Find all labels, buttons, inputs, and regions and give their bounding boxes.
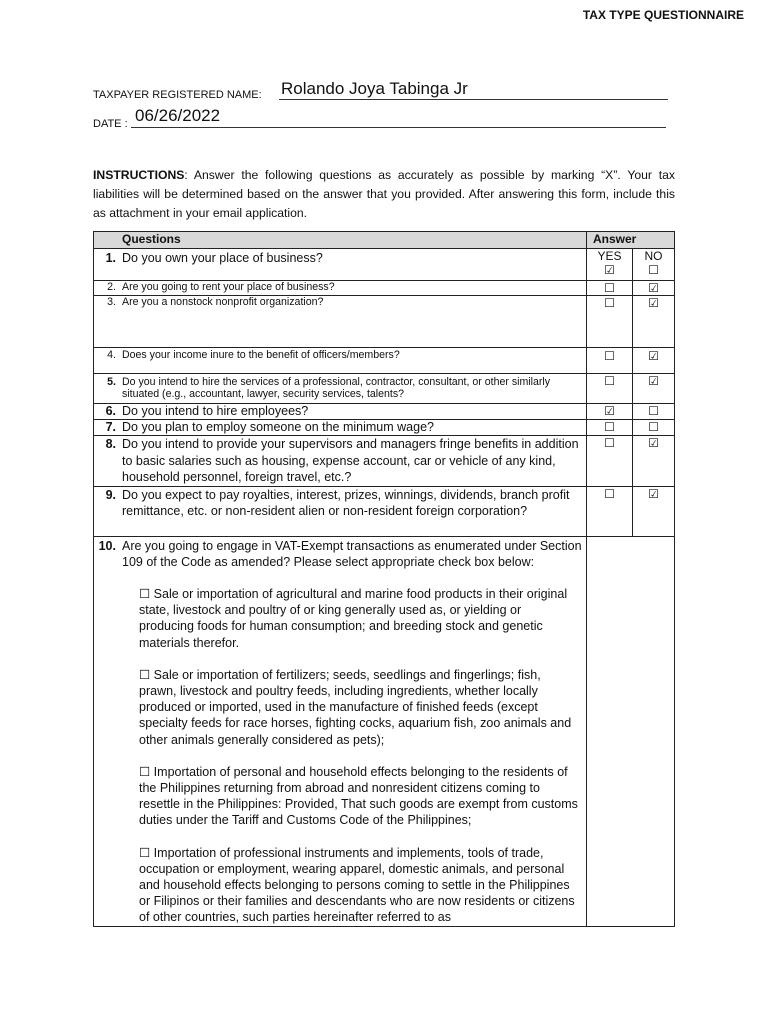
questions-header: Questions xyxy=(94,232,587,249)
question-text: Are you going to engage in VAT-Exempt transactions as enumerated under Section 109 of the Code as amended? Please select appropriate check box below: xyxy=(122,538,582,569)
question-cell xyxy=(94,249,587,281)
vat-exempt-option[interactable]: ☐ Sale or importation of agricultural and marine food products in their original state, livestock and poultry of or king generally used as, or yielding or producing foods for human consumption; and breeding stock and genetic materials therefor. xyxy=(139,586,568,650)
question-cell xyxy=(94,281,587,296)
no-checkbox[interactable]: ☐ xyxy=(648,263,659,277)
table-row xyxy=(94,281,675,296)
yes-checkbox[interactable]: ☐ xyxy=(587,420,633,436)
no-checkbox[interactable]: ☐ xyxy=(633,420,675,436)
no-checkbox[interactable]: ☑ xyxy=(633,348,675,374)
question-cell xyxy=(94,536,587,926)
table-row xyxy=(94,404,675,420)
question-text: Do you plan to employ someone on the minimum wage? xyxy=(122,420,434,434)
question-number: 7. xyxy=(105,420,116,434)
question-number: 5. xyxy=(107,376,116,388)
taxpayer-name-line xyxy=(279,99,668,100)
yes-checkbox[interactable]: ☐ xyxy=(587,436,633,487)
questionnaire-table xyxy=(93,231,675,927)
date-label: DATE : xyxy=(93,118,128,130)
yes-checkbox[interactable]: ☐ xyxy=(587,296,633,348)
yes-cell xyxy=(587,249,633,281)
yes-checkbox[interactable]: ☑ xyxy=(587,404,633,420)
date-line xyxy=(131,127,666,128)
question-number: 9. xyxy=(105,487,116,502)
answer-cell-empty xyxy=(587,536,675,926)
table-row xyxy=(94,348,675,374)
question-text: Are you going to rent your place of business? xyxy=(122,281,335,293)
table-row xyxy=(94,296,675,348)
no-checkbox[interactable]: ☐ xyxy=(633,404,675,420)
instructions-label: INSTRUCTIONS xyxy=(93,168,185,182)
instructions-text: : Answer the following questions as accurately as possible by marking “X”. Your tax liabilities will be determined based on the answer that you provided. After answering this form, include this as attachment in your email application. xyxy=(93,168,675,220)
no-checkbox[interactable]: ☑ xyxy=(633,281,675,296)
question-cell xyxy=(94,296,587,348)
answer-header: Answer xyxy=(587,232,675,249)
question-number: 10. xyxy=(98,538,116,553)
question-number: 1. xyxy=(105,251,116,265)
question-text: Do you own your place of business? xyxy=(122,251,323,265)
no-checkbox[interactable]: ☑ xyxy=(633,374,675,404)
no-checkbox[interactable]: ☑ xyxy=(633,486,675,536)
question-text: Does your income inure to the benefit of officers/members? xyxy=(122,349,400,361)
table-row xyxy=(94,536,675,926)
taxpayer-name-label: TAXPAYER REGISTERED NAME: xyxy=(93,89,262,101)
question-number: 6. xyxy=(105,404,116,418)
question-number: 2. xyxy=(107,281,116,293)
yes-checkbox[interactable]: ☑ xyxy=(604,263,615,277)
instructions xyxy=(93,166,675,223)
form-title: TAX TYPE QUESTIONNAIRE xyxy=(582,8,744,22)
no-checkbox[interactable]: ☑ xyxy=(633,296,675,348)
table-header-row xyxy=(94,232,675,249)
taxpayer-name-value[interactable]: Rolando Joya Tabinga Jr xyxy=(281,79,468,98)
question-cell xyxy=(94,348,587,374)
table-row xyxy=(94,420,675,436)
vat-exempt-option[interactable]: ☐ Importation of professional instruments and implements, tools of trade, occupation or employment, wearing apparel, domestic animals, and personal and household effects belonging to persons coming to settle in the Philippines or Filipinos or their families and descendants who are now residents or citizens of other countries, such parties hereinafter referred to as xyxy=(139,845,575,925)
yes-checkbox[interactable]: ☐ xyxy=(587,374,633,404)
question-cell xyxy=(94,420,587,436)
question-text: Do you intend to hire the services of a professional, contractor, consultant, or other similarly situated (e.g., accountant, lawyer, security services, talents? xyxy=(122,376,551,400)
question-cell xyxy=(94,404,587,420)
vat-exempt-option[interactable]: ☐ Sale or importation of fertilizers; seeds, seedlings and fingerlings; fish, prawn, livestock and poultry feeds, including ingredients, whether locally produced or imported, used in the manufacture of finished feeds (except specialty feeds for race horses, fighting cocks, aquarium fish, zoo animals and other animals generally considered as pets); xyxy=(139,667,572,747)
question-number: 4. xyxy=(107,349,116,361)
table-row xyxy=(94,436,675,487)
question-text: Do you intend to provide your supervisors and managers fringe benefits in addition to basic salaries such as housing, expense account, car or vehicle of any kind, household personnel, foreign travel, etc.? xyxy=(122,437,579,484)
question-text: Do you expect to pay royalties, interest, prizes, winnings, dividends, branch profit remittance, etc. or non-resident alien or non-resident foreign corporation? xyxy=(122,487,570,518)
no-cell xyxy=(633,249,675,281)
date-value[interactable]: 06/26/2022 xyxy=(135,106,221,125)
yes-label: YES xyxy=(597,249,622,263)
table-row xyxy=(94,486,675,536)
vat-exempt-option[interactable]: ☐ Importation of personal and household effects belonging to the residents of the Philippines returning from abroad and nonresident citizens coming to resettle in the Philippines: Provided, That such goods are exempt from customs duties under the Tariff and Customs Code of the Philippines; xyxy=(139,764,578,828)
yes-checkbox[interactable]: ☐ xyxy=(587,348,633,374)
question-text: Do you intend to hire employees? xyxy=(122,404,309,418)
yes-checkbox[interactable]: ☐ xyxy=(587,281,633,296)
no-checkbox[interactable]: ☑ xyxy=(633,436,675,487)
question-cell xyxy=(94,436,587,487)
yes-checkbox[interactable]: ☐ xyxy=(587,486,633,536)
question-number: 3. xyxy=(107,296,116,308)
question-cell xyxy=(94,486,587,536)
table-row xyxy=(94,249,675,281)
table-row xyxy=(94,374,675,404)
question-number: 8. xyxy=(105,437,116,451)
no-label: NO xyxy=(644,249,663,263)
question-cell xyxy=(94,374,587,404)
question-text: Are you a nonstock nonprofit organization? xyxy=(122,296,324,308)
